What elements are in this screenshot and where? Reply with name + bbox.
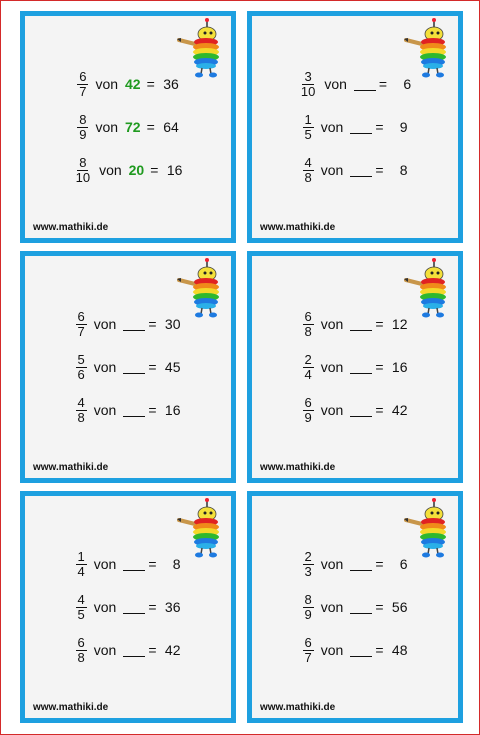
result-value: 42 [391, 402, 408, 418]
numerator: 6 [304, 308, 312, 324]
denominator: 10 [75, 169, 91, 185]
website-footer: www.mathiki.de [260, 222, 336, 233]
denominator: 7 [77, 323, 85, 339]
fraction [74, 156, 92, 185]
website-footer: www.mathiki.de [260, 702, 336, 713]
von-label: von [93, 402, 117, 418]
von-label: von [93, 359, 117, 375]
result-value: 6 [403, 76, 412, 92]
von-label: von [93, 556, 117, 572]
equals-sign: = [146, 76, 155, 92]
fraction [303, 156, 314, 185]
denominator: 9 [79, 126, 87, 142]
result-value: 64 [163, 119, 179, 135]
result-value: 36 [164, 599, 181, 615]
exercise-row [25, 66, 231, 102]
result-value: 30 [164, 316, 181, 332]
denominator: 10 [300, 83, 316, 99]
exercise-row [25, 306, 231, 342]
numerator: 4 [77, 591, 85, 607]
denominator: 7 [304, 649, 312, 665]
denominator: 9 [304, 606, 312, 622]
result-value: 48 [391, 642, 408, 658]
fraction [303, 636, 314, 665]
exercise-card [20, 491, 236, 723]
exercise-row [252, 392, 458, 428]
fraction [77, 70, 88, 99]
numerator: 1 [304, 111, 312, 127]
exercise-row [25, 589, 231, 625]
answer-blank[interactable] [350, 361, 372, 374]
answer-blank[interactable] [123, 404, 145, 417]
answer-blank[interactable] [350, 164, 372, 177]
denominator: 8 [304, 169, 312, 185]
equals-sign: = [375, 359, 384, 375]
von-label: von [320, 316, 344, 332]
numerator: 2 [304, 351, 312, 367]
exercise-row [25, 392, 231, 428]
fraction [76, 353, 87, 382]
exercise-row [252, 632, 458, 668]
exercise-row [25, 632, 231, 668]
fraction [76, 593, 87, 622]
answer-blank[interactable] [350, 558, 372, 571]
equals-sign: = [150, 162, 159, 178]
von-label: von [320, 642, 344, 658]
numerator: 6 [77, 634, 85, 650]
answer-blank[interactable] [350, 601, 372, 614]
website-footer: www.mathiki.de [33, 222, 109, 233]
result-value: 36 [163, 76, 179, 92]
denominator: 3 [304, 563, 312, 579]
exercise-row [252, 109, 458, 145]
numerator: 5 [77, 351, 85, 367]
equals-sign: = [375, 642, 384, 658]
von-label: von [320, 402, 344, 418]
answer-blank[interactable] [123, 601, 145, 614]
denominator: 8 [304, 323, 312, 339]
equals-sign: = [375, 402, 384, 418]
answer-value: 20 [128, 162, 145, 178]
answer-blank[interactable] [123, 361, 145, 374]
numerator: 8 [79, 154, 87, 170]
website-footer: www.mathiki.de [260, 462, 336, 473]
denominator: 8 [77, 649, 85, 665]
result-value: 6 [399, 556, 408, 572]
answer-blank[interactable] [123, 558, 145, 571]
exercise-row [25, 152, 231, 188]
equals-sign: = [148, 556, 157, 572]
fraction [303, 353, 314, 382]
fraction [303, 593, 314, 622]
von-label: von [320, 556, 344, 572]
equals-sign: = [378, 76, 388, 92]
numerator: 6 [304, 634, 312, 650]
result-value: 16 [164, 402, 181, 418]
numerator: 4 [304, 154, 312, 170]
equals-sign: = [148, 599, 157, 615]
von-label: von [99, 162, 122, 178]
exercise-row [252, 589, 458, 625]
numerator: 3 [304, 68, 312, 84]
exercise-card [20, 251, 236, 483]
exercise-card [247, 11, 463, 243]
result-value: 8 [399, 162, 408, 178]
numerator: 2 [304, 548, 312, 564]
exercise-row [25, 546, 231, 582]
von-label: von [320, 162, 344, 178]
exercise-row [252, 349, 458, 385]
exercise-card [247, 251, 463, 483]
exercise-card [247, 491, 463, 723]
von-label: von [95, 76, 119, 92]
von-label: von [324, 76, 347, 92]
equals-sign: = [148, 642, 157, 658]
von-label: von [95, 119, 119, 135]
numerator: 6 [304, 394, 312, 410]
result-value: 16 [391, 359, 408, 375]
denominator: 4 [77, 563, 85, 579]
denominator: 7 [79, 83, 87, 99]
fraction [303, 113, 314, 142]
von-label: von [320, 359, 344, 375]
denominator: 6 [77, 366, 85, 382]
equals-sign: = [148, 402, 157, 418]
result-value: 9 [399, 119, 408, 135]
numerator: 8 [79, 111, 87, 127]
answer-blank[interactable] [350, 644, 372, 657]
equals-sign: = [375, 599, 384, 615]
fraction [303, 310, 314, 339]
fraction [76, 396, 87, 425]
von-label: von [93, 316, 117, 332]
exercise-row [252, 66, 458, 102]
exercise-row [252, 152, 458, 188]
fraction [299, 70, 317, 99]
result-value: 12 [391, 316, 408, 332]
denominator: 5 [77, 606, 85, 622]
numerator: 4 [77, 394, 85, 410]
numerator: 6 [77, 308, 85, 324]
equals-sign: = [148, 359, 157, 375]
result-value: 42 [164, 642, 181, 658]
exercise-card [20, 11, 236, 243]
equals-sign: = [375, 162, 384, 178]
result-value: 16 [166, 162, 183, 178]
answer-value: 42 [125, 76, 141, 92]
fraction [303, 550, 314, 579]
equals-sign: = [148, 316, 157, 332]
denominator: 5 [304, 126, 312, 142]
answer-blank[interactable] [123, 644, 145, 657]
answer-blank[interactable] [123, 318, 145, 331]
exercise-row [25, 349, 231, 385]
website-footer: www.mathiki.de [33, 702, 109, 713]
denominator: 9 [304, 409, 312, 425]
equals-sign: = [375, 316, 384, 332]
fraction [77, 113, 88, 142]
numerator: 6 [79, 68, 87, 84]
fraction [76, 636, 87, 665]
equals-sign: = [375, 556, 384, 572]
result-value: 8 [172, 556, 181, 572]
von-label: von [320, 119, 344, 135]
result-value: 56 [391, 599, 408, 615]
numerator: 1 [77, 548, 85, 564]
fraction [76, 310, 87, 339]
equals-sign: = [146, 119, 155, 135]
result-value: 45 [164, 359, 181, 375]
exercise-row [252, 306, 458, 342]
denominator: 8 [77, 409, 85, 425]
fraction [303, 396, 314, 425]
numerator: 8 [304, 591, 312, 607]
von-label: von [93, 599, 117, 615]
answer-blank[interactable] [350, 318, 372, 331]
answer-blank[interactable] [354, 78, 376, 91]
website-footer: www.mathiki.de [33, 462, 109, 473]
exercise-row [252, 546, 458, 582]
denominator: 4 [304, 366, 312, 382]
exercise-row [25, 109, 231, 145]
fraction [76, 550, 87, 579]
equals-sign: = [375, 119, 384, 135]
von-label: von [320, 599, 344, 615]
answer-blank[interactable] [350, 121, 372, 134]
von-label: von [93, 642, 117, 658]
answer-blank[interactable] [350, 404, 372, 417]
answer-value: 72 [125, 119, 141, 135]
